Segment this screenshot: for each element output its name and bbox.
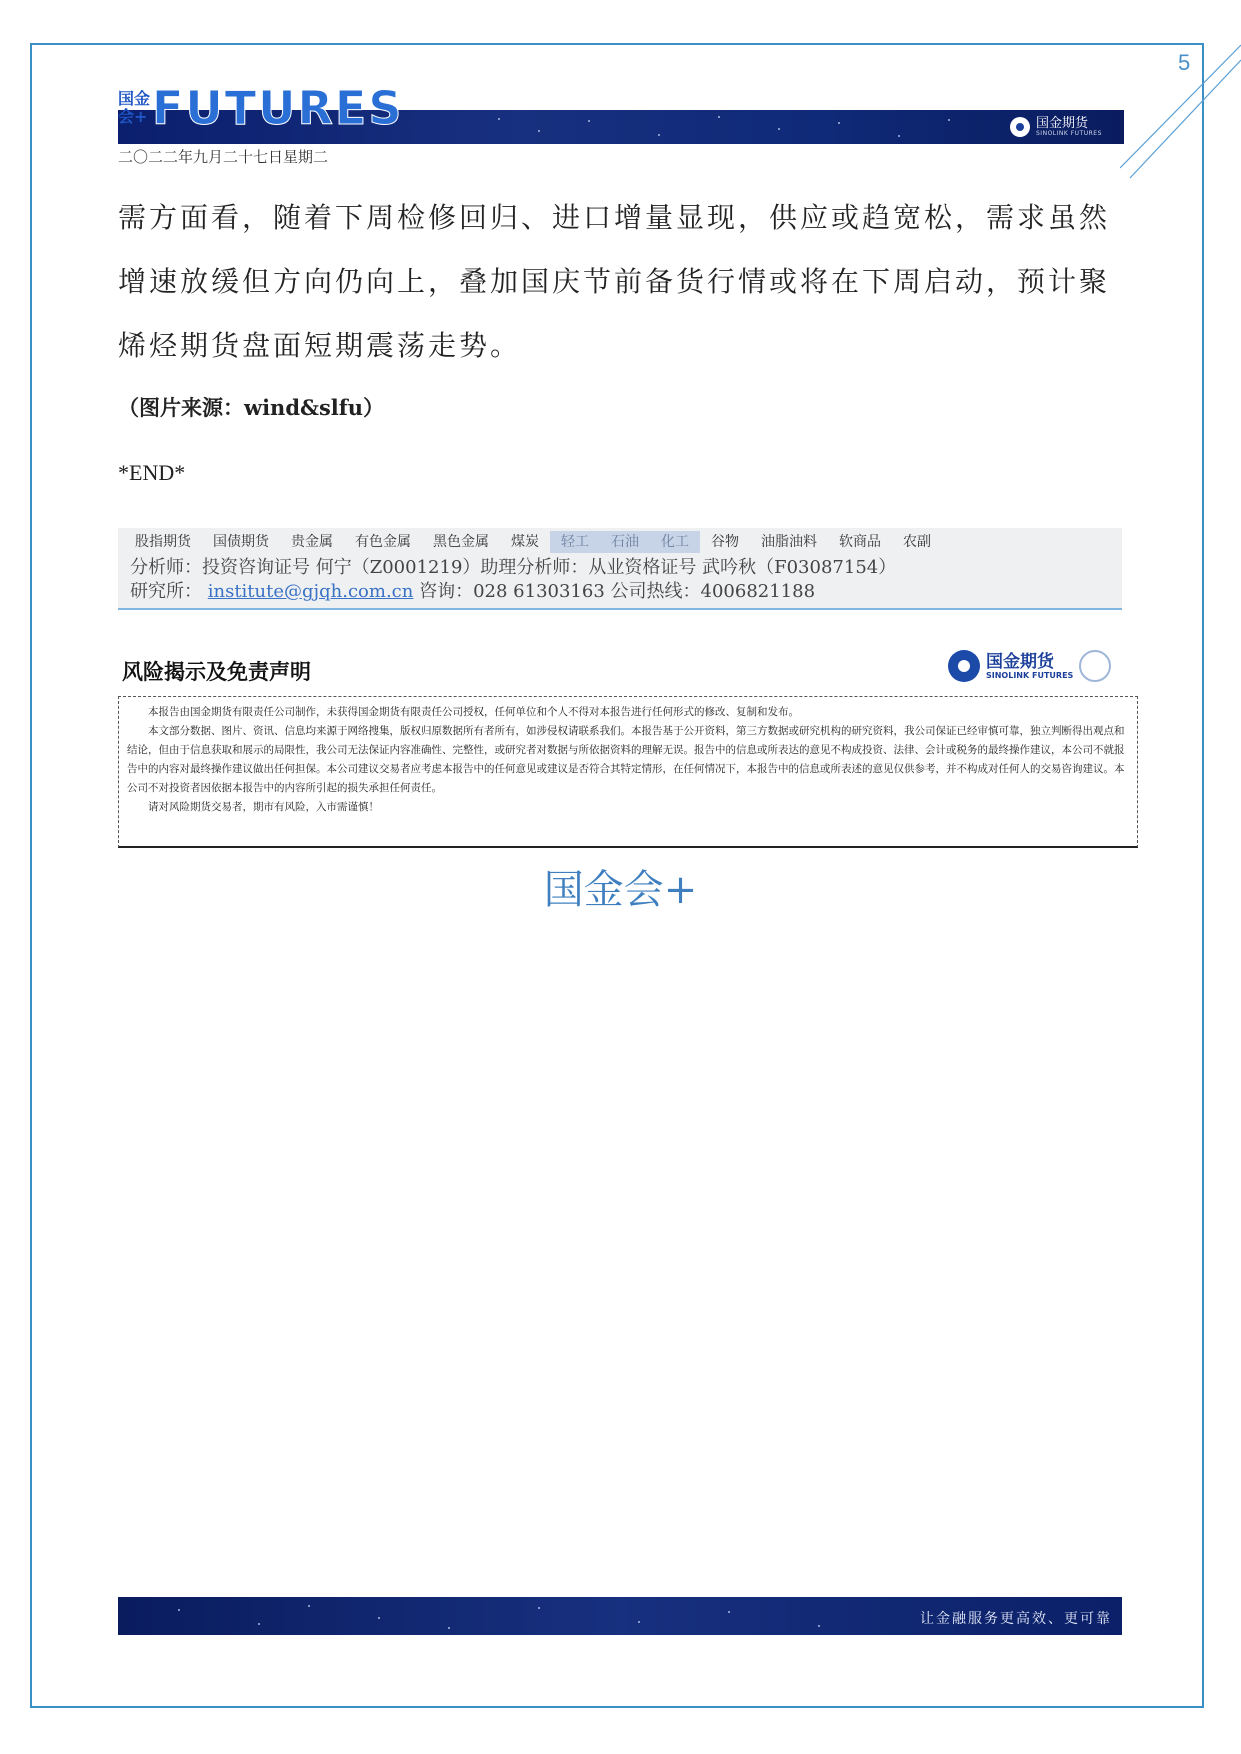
category-item[interactable]: 贵金属 — [291, 534, 333, 550]
research-seal-icon — [1079, 650, 1111, 682]
institute-label: 研究所： — [130, 581, 202, 602]
category-item[interactable]: 国债期货 — [213, 534, 269, 550]
sinolink-logo-icon — [1010, 117, 1030, 137]
bottom-band — [118, 1597, 1122, 1635]
header-logo-sub: SINOLINK FUTURES — [1036, 130, 1102, 137]
contact-line: 咨询：028 61303163 公司热线：4006821188 — [419, 581, 816, 602]
category-item[interactable]: 石油 — [600, 531, 650, 553]
category-item[interactable]: 软商品 — [839, 534, 881, 550]
footer-brand: 国金会+ — [543, 867, 698, 913]
category-item[interactable]: 轻工 — [550, 531, 600, 553]
category-item[interactable]: 化工 — [650, 531, 700, 553]
disclaimer-paragraph-3: 请对风险期货交易者，期市有风险，入市需谨慎！ — [148, 801, 379, 813]
brand-small — [118, 90, 150, 126]
category-item[interactable]: 股指期货 — [135, 534, 191, 550]
risk-logo-sub: SINOLINK FUTURES — [986, 670, 1074, 680]
info-box — [118, 528, 1122, 610]
category-item[interactable]: 有色金属 — [355, 534, 411, 550]
analyst-line: 分析师：投资咨询证号 何宁（Z0001219）助理分析师：从业资格证号 武吟秋（F03087154） — [130, 557, 897, 578]
category-row — [118, 528, 1122, 556]
end-marker: *END* — [118, 460, 186, 485]
category-item[interactable]: 黑色金属 — [433, 534, 489, 550]
header-logo-name: 国金期货 — [1036, 116, 1089, 131]
institute-line — [118, 580, 1122, 604]
sinolink-logo-icon — [948, 650, 980, 682]
body-paragraph: 需方面看，随着下周检修回归、进口增量显现，供应或趋宽松，需求虽然增速放缓但方向仍向上，叠加国庆节前备货行情或将在下周启动，预计聚烯烃期货盘面短期震荡走势。 — [118, 201, 1111, 362]
disclaimer-box — [118, 696, 1138, 848]
risk-logo-name: 国金期货 — [986, 651, 1054, 672]
category-item[interactable]: 煤炭 — [511, 534, 539, 550]
disclaimer-paragraph-2: 本文部分数据、图片、资讯、信息均来源于网络搜集，版权归原数据所有者所有，如涉侵权请联系我们。本报告基于公开资料，第三方数据或研究机构的研究资料，我公司保证已经审慎可靠，独立判断得出观点和结论，但由于信息获取和展示的局限性，我公司无法保证内容准确性、完整性，或研究者对数据与所依据资料的理解无误。报告中的信息或所表达的意见不构成投资、法律、会计或税务的最终操作建议，本公司不就报告中的内容对最终操作建议做出任何担保。本公司建议交易者应考虑本报告中的任何意见或建议是否符合其特定情形，在任何情况下，本报告中的信息或所表述的意见仅供参考，并不构成对任何人的交易咨询建议。本公司不对投资者因依据本报告中的内容所引起的损失承担任何责任。 — [127, 725, 1125, 794]
header-logo — [1010, 113, 1102, 141]
category-item[interactable]: 农副 — [903, 534, 931, 550]
risk-logo — [948, 650, 1111, 682]
report-date: 二〇二二年九月二十七日星期二 — [118, 148, 329, 166]
brand-futures-wordmark: FUTURES — [152, 81, 404, 135]
institute-email-link[interactable]: institute@gjqh.com.cn — [207, 581, 414, 602]
brand-small-line-1: 国金 — [118, 89, 151, 108]
category-item[interactable]: 谷物 — [711, 534, 739, 550]
corner-decoration — [1120, 40, 1241, 180]
image-source: （图片来源：wind&slfu） — [118, 395, 385, 420]
risk-title: 风险揭示及免责声明 — [122, 660, 311, 684]
disclaimer-paragraph-1: 本报告由国金期货有限责任公司制作，未获得国金期货有限责任公司授权，任何单位和个人不得对本报告进行任何形式的修改、复制和发布。 — [148, 706, 799, 718]
brand-small-line-2: 会+ — [118, 107, 148, 126]
category-item[interactable]: 油脂油料 — [761, 534, 817, 550]
page-number: 5 — [1178, 50, 1191, 75]
footer-slogan: 让金融服务更高效、更可靠 — [920, 1611, 1112, 1627]
